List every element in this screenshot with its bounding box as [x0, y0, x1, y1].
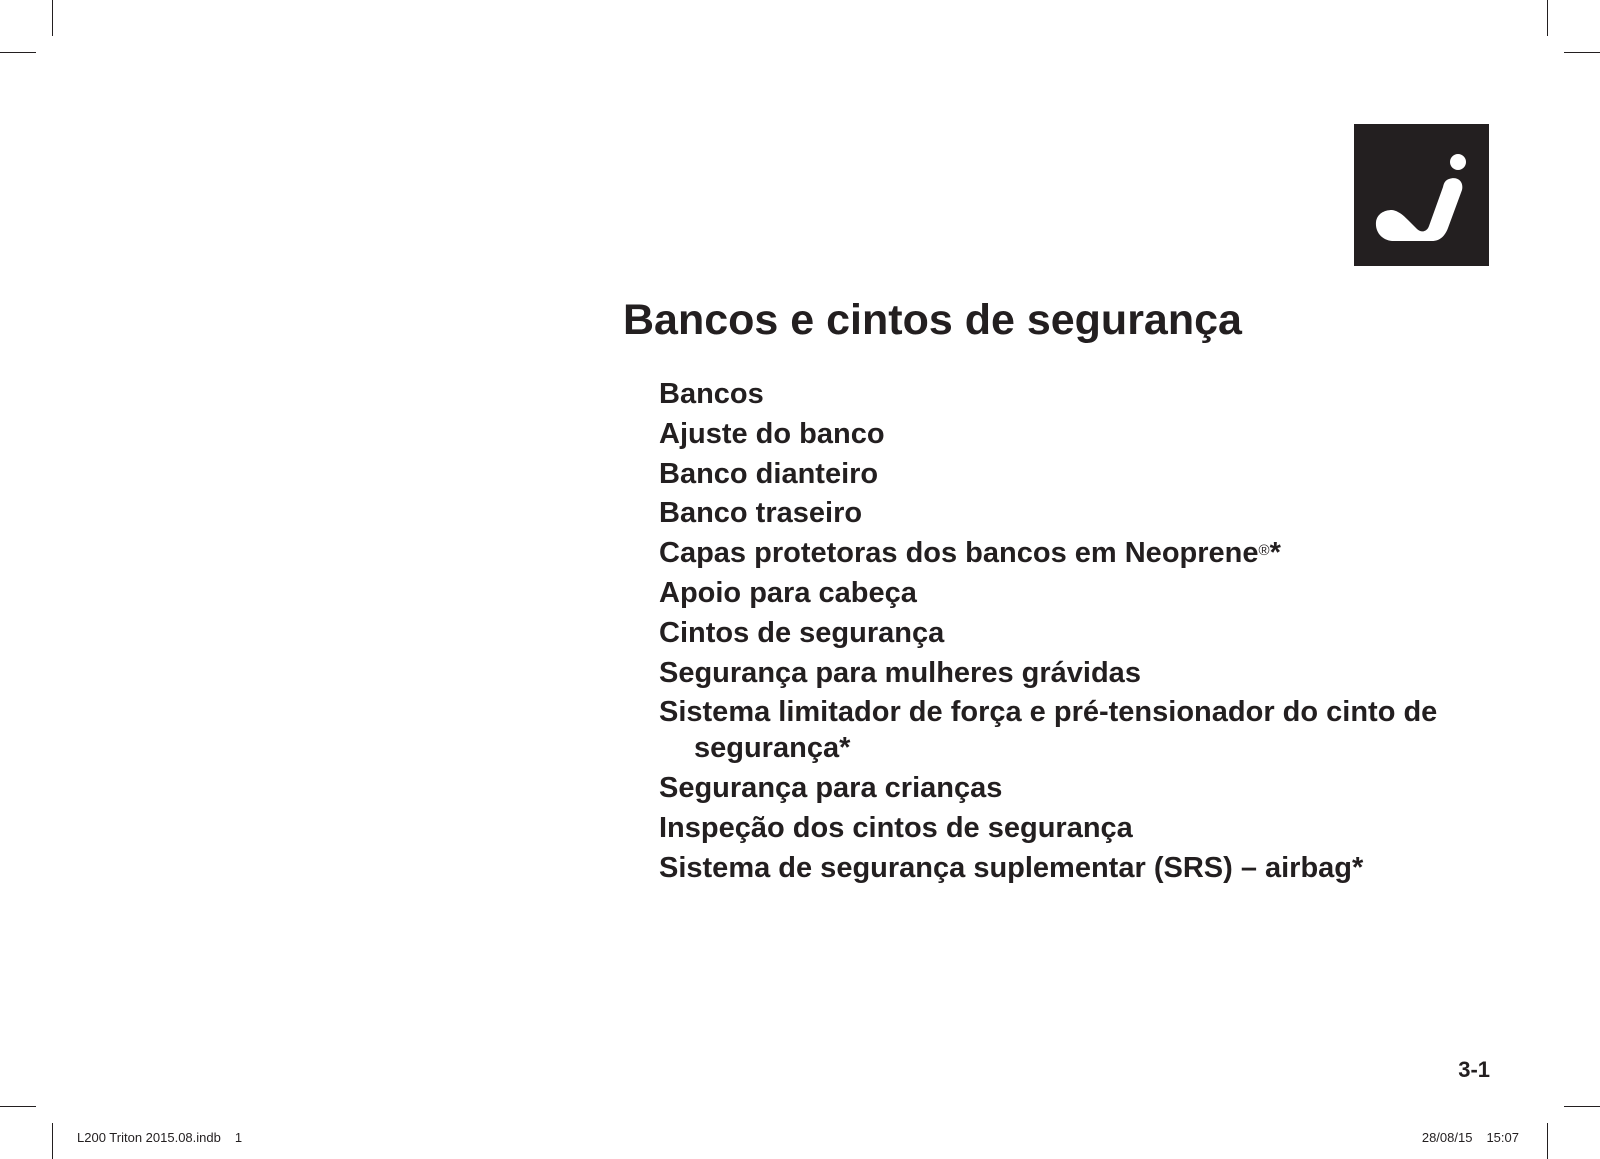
registered-mark: ®	[1258, 542, 1270, 560]
toc-item[interactable]: Inspeção dos cintos de segurança	[659, 811, 1133, 844]
crop-mark-top-right-vertical	[1547, 0, 1548, 36]
slug-page: 1	[234, 1130, 243, 1145]
print-slug-timestamp	[1422, 1130, 1519, 1146]
print-slug-file	[77, 1130, 242, 1146]
table-of-contents	[659, 376, 1499, 890]
crop-mark-top-right-horizontal	[1564, 52, 1600, 53]
toc-item[interactable]: Cintos de segurança	[659, 616, 945, 649]
crop-mark-bottom-right-vertical	[1547, 1123, 1548, 1159]
crop-mark-top-left-vertical	[52, 0, 53, 36]
toc-item[interactable]: Banco traseiro	[659, 497, 863, 530]
toc-item[interactable]: Banco dianteiro	[659, 457, 879, 490]
chapter-title: Bancos e cintos de segurança	[623, 296, 1242, 344]
slug-date: 28/08/15	[1421, 1130, 1473, 1145]
toc-item[interactable]: Segurança para crianças	[659, 772, 1003, 805]
page-number: 3-1	[1458, 1057, 1490, 1082]
toc-item[interactable]: Sistema limitador de força e pré-tensionador do cinto de segurança*	[659, 696, 1438, 765]
toc-item[interactable]: Bancos	[659, 378, 764, 410]
seat-icon	[1354, 124, 1489, 266]
crop-mark-top-left-horizontal	[0, 52, 36, 53]
crop-mark-bottom-right-horizontal	[1564, 1106, 1600, 1107]
crop-mark-bottom-left-vertical	[52, 1123, 53, 1159]
toc-item[interactable]: Segurança para mulheres grávidas	[659, 656, 1141, 689]
toc-item[interactable]: Sistema de segurança suplementar (SRS) – airbag*	[659, 851, 1364, 884]
toc-item[interactable]: Apoio para cabeça	[659, 576, 917, 609]
slug-filename: L200 Triton 2015.08.indb	[77, 1130, 221, 1145]
slug-time: 15:07	[1486, 1130, 1519, 1145]
toc-item[interactable]: Capas protetoras dos bancos em Neoprene®*	[659, 537, 1281, 570]
section-tab-seat-icon	[1354, 124, 1489, 266]
crop-mark-bottom-left-horizontal	[0, 1106, 36, 1107]
toc-item[interactable]: Ajuste do banco	[659, 417, 885, 450]
